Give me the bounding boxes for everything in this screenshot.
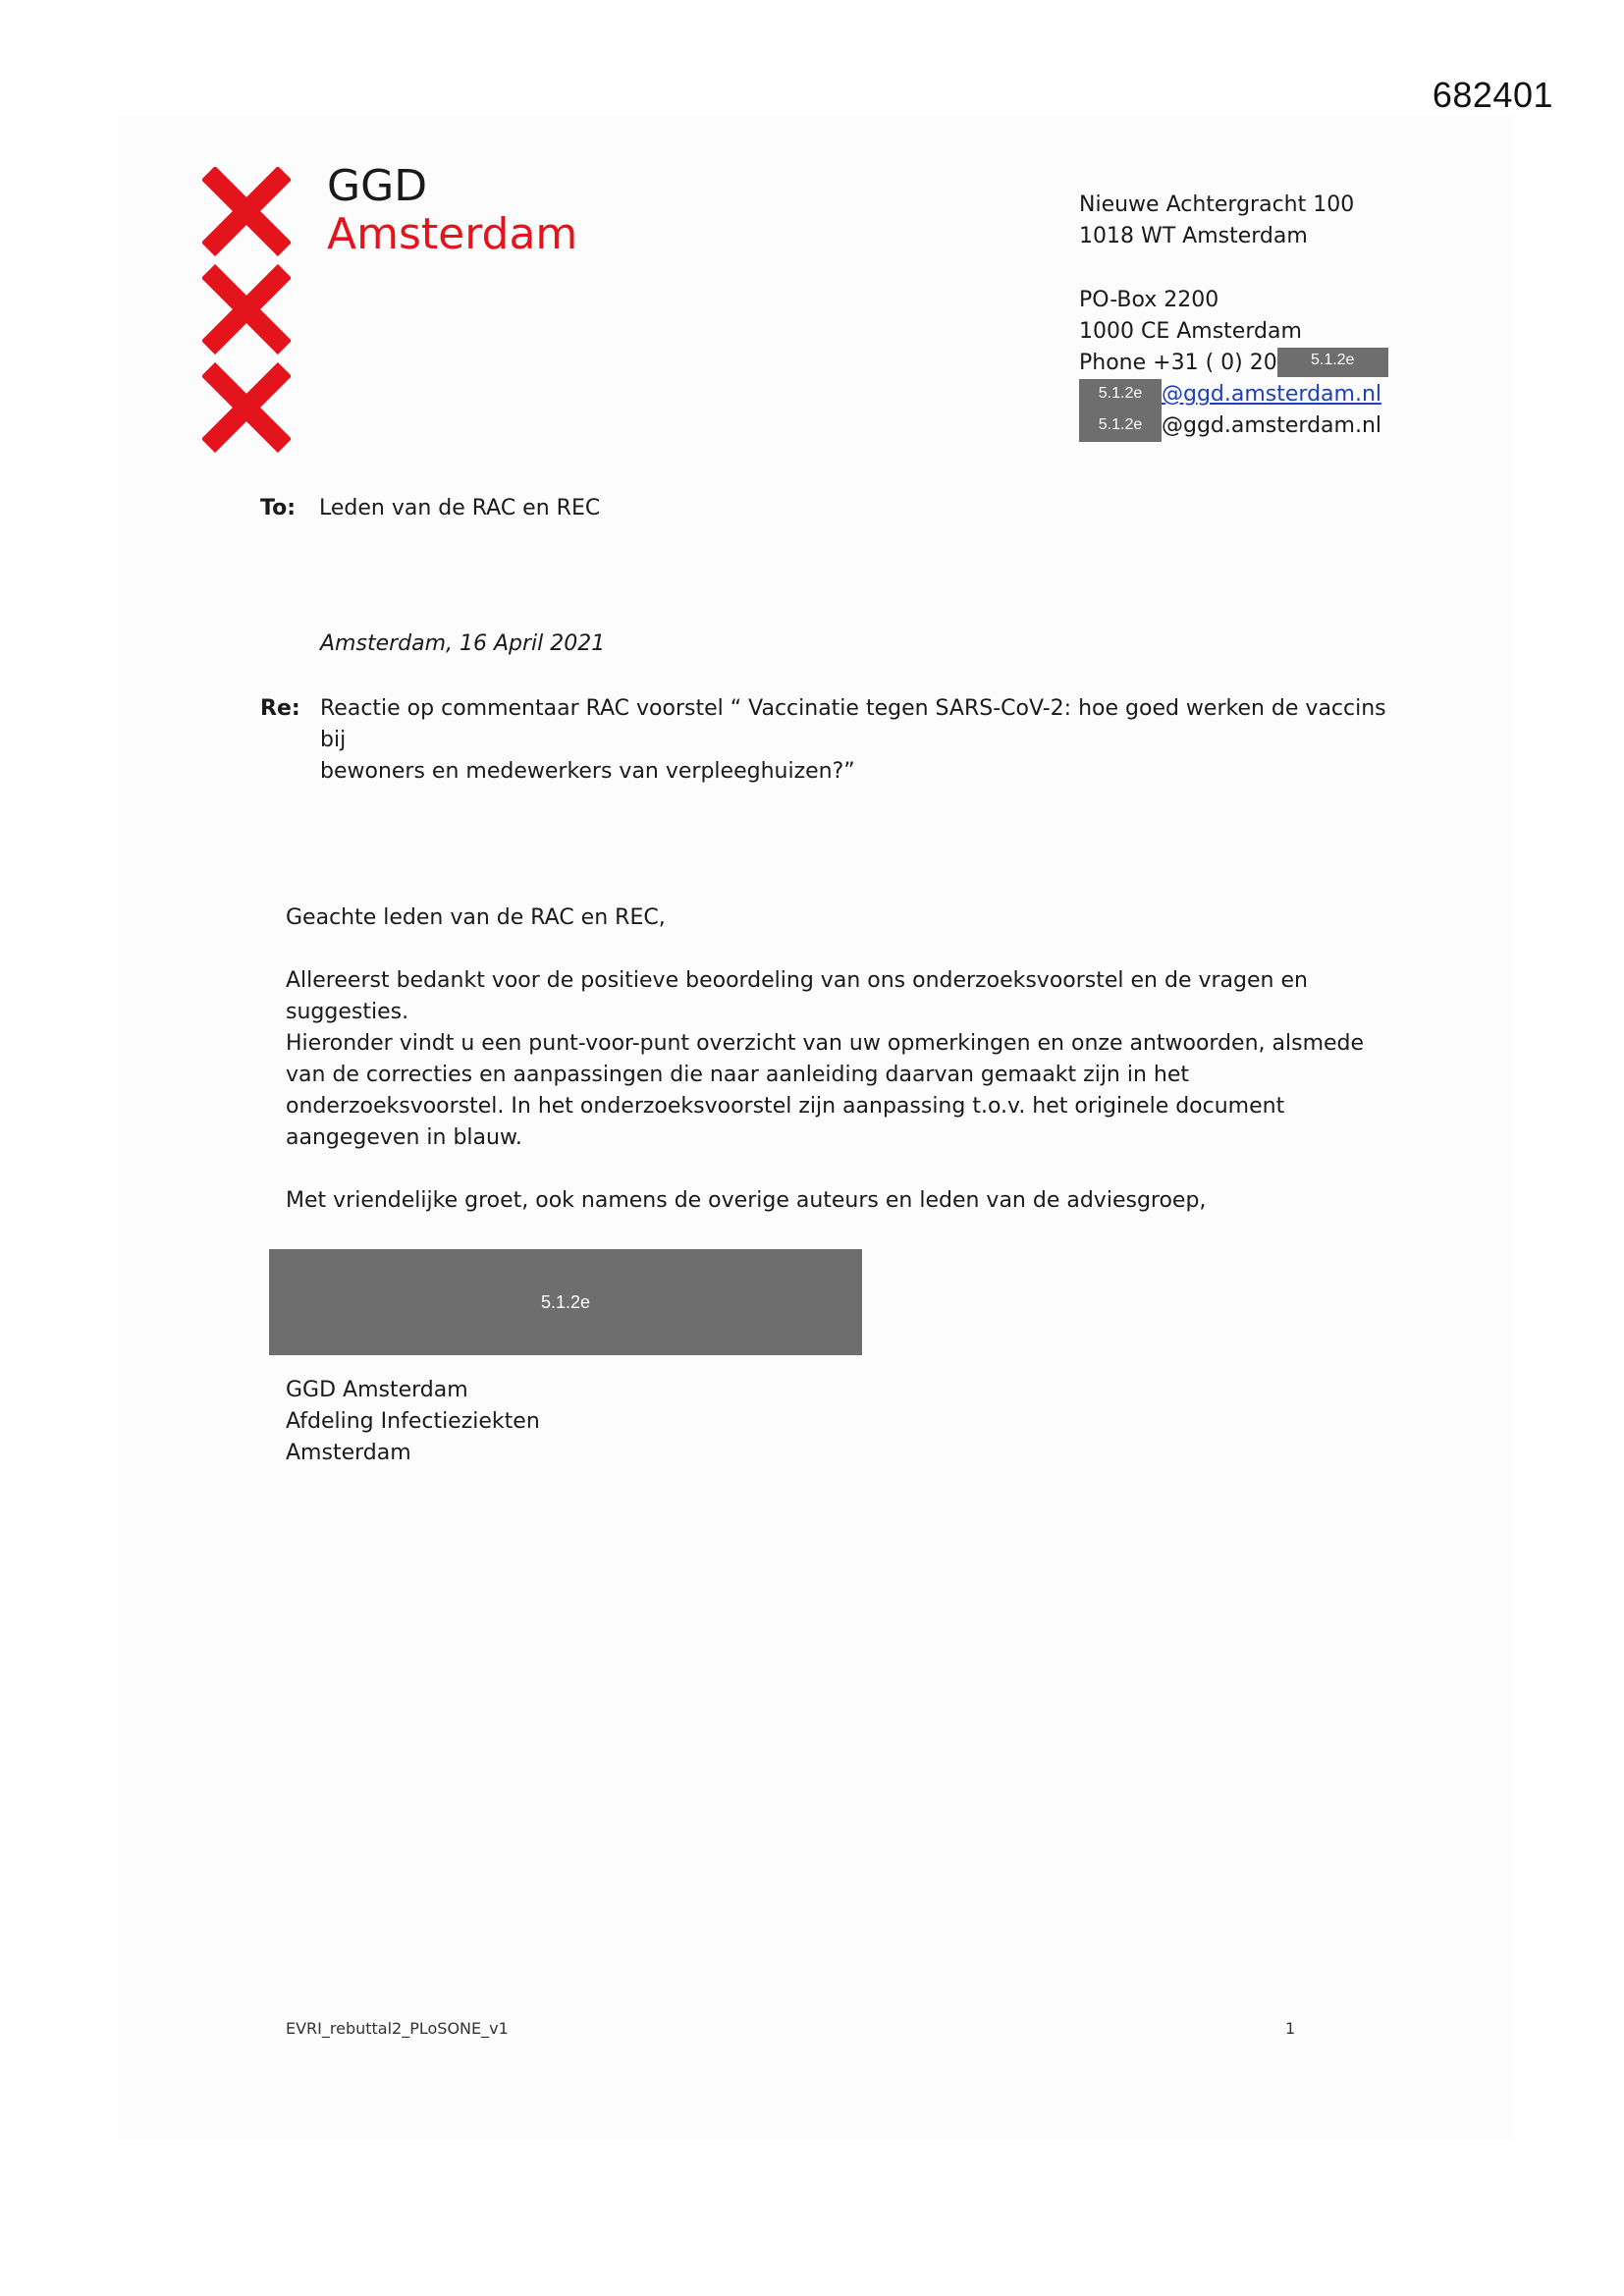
paragraph-2-line-2: van de correcties en aanpassingen die naar aanleiding daarvan gemaakt zijn in het [286, 1063, 1190, 1087]
logo-wordmark [327, 161, 578, 259]
address-po-box: PO-Box 2200 [1079, 288, 1219, 312]
closing-line: Met vriendelijke groet, ook namens de overige auteurs en leden van de adviesgroep, [286, 1188, 1207, 1213]
paragraph-2-line-3: onderzoeksvoorstel. In het onderzoeksvoorstel zijn aanpassing t.o.v. het originele document [286, 1094, 1285, 1119]
signature-redaction: 5.1.2e [269, 1249, 862, 1355]
address-phone-line [1079, 348, 1388, 379]
address-email-line-2 [1079, 410, 1388, 442]
paragraph-1-line-2: suggesties. [286, 1000, 409, 1024]
address-email-line-1 [1079, 379, 1388, 410]
paragraph-2-line-1: Hieronder vindt u een punt-voor-punt overzicht van uw opmerkingen en onze antwoorden, alsmede [286, 1031, 1365, 1056]
footer-filename: EVRI_rebuttal2_PLoSONE_v1 [286, 2019, 509, 2038]
address-po-postal-city: 1000 CE Amsterdam [1079, 319, 1302, 344]
paragraph-2-line-4: aangegeven in blauw. [286, 1125, 522, 1150]
to-value: Leden van de RAC en REC [319, 496, 601, 520]
letter-date: Amsterdam, 16 April 2021 [320, 631, 606, 656]
email2-domain: @ggd.amsterdam.nl [1162, 413, 1382, 438]
signature-department: Afdeling Infectieziekten [286, 1409, 540, 1434]
subject-line-2: bewoners en medewerkers van verpleeghuizen?” [320, 759, 855, 784]
document-number: 682401 [1432, 75, 1553, 115]
signature-city: Amsterdam [286, 1441, 411, 1465]
paragraph-1-line-1: Allereerst bedankt voor de positieve beoordeling van ons onderzoeksvoorstel en de vragen en [286, 968, 1308, 993]
footer-page-number: 1 [1285, 2019, 1296, 2038]
body-paragraph [286, 965, 1376, 1154]
logo-amsterdam-text: Amsterdam [327, 209, 578, 259]
signature-block [286, 1375, 1376, 1469]
email1-redaction: 5.1.2e [1079, 379, 1162, 410]
subject-text [320, 693, 1390, 788]
signature-org: GGD Amsterdam [286, 1378, 468, 1402]
three-saint-andrews-crosses-icon [202, 167, 291, 458]
subject-line-1: Reactie op commentaar RAC voorstel “ Vaccinatie tegen SARS-CoV-2: hoe goed werken de vaccins bij [320, 696, 1386, 752]
email2-redaction: 5.1.2e [1079, 410, 1162, 442]
phone-prefix: Phone +31 ( 0) 20 [1079, 351, 1277, 375]
to-label: To: [260, 496, 296, 520]
re-label: Re: [260, 696, 300, 721]
address-street: Nieuwe Achtergracht 100 [1079, 192, 1355, 217]
salutation: Geachte leden van de RAC en REC, [286, 905, 666, 930]
sender-address-block [1079, 190, 1388, 442]
logo-ggd-text: GGD [327, 161, 428, 211]
to-line [260, 493, 600, 524]
address-postal-city: 1018 WT Amsterdam [1079, 224, 1308, 248]
email1-link[interactable]: @ggd.amsterdam.nl [1162, 382, 1382, 407]
phone-redaction: 5.1.2e [1277, 348, 1388, 377]
